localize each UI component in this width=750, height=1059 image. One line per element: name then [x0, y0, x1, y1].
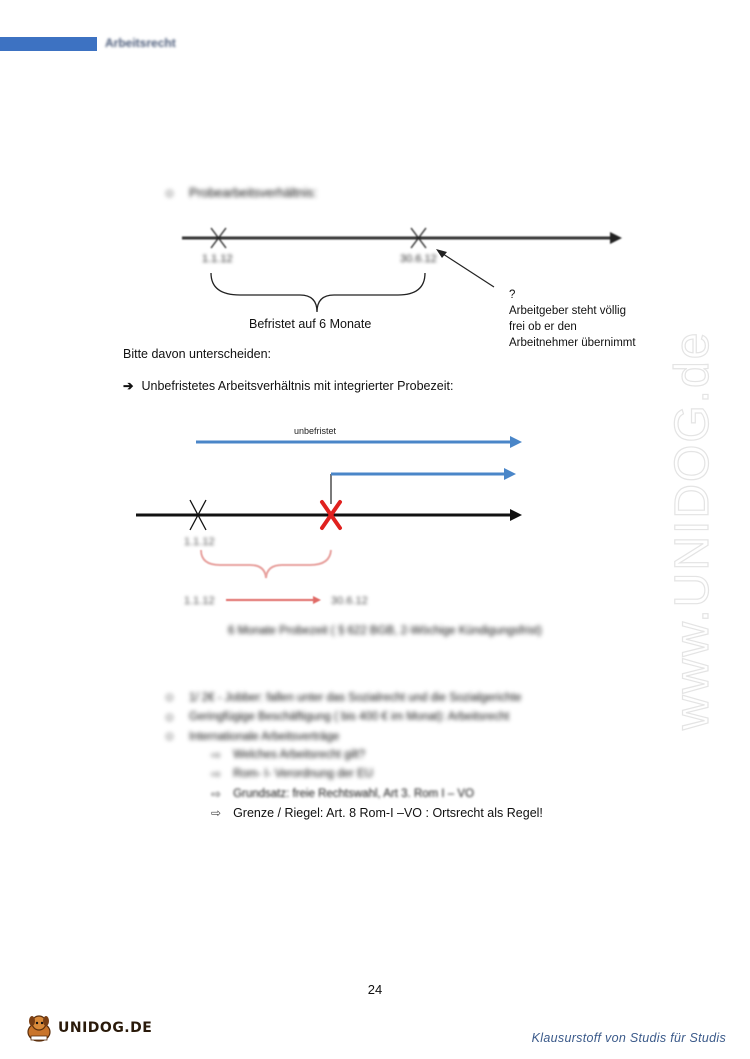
sub-list-item: ⇨ Welches Arbeitsrecht gilt?	[211, 747, 366, 762]
date-end-label: 30.6.12	[400, 253, 437, 265]
note-question: ?	[509, 289, 516, 301]
bullet-circle-icon	[166, 714, 173, 721]
list-item: 1/ 2€ - Jobber: fallen unter das Sozialrecht und die Sozialgerichte	[166, 688, 521, 708]
brace-6-months	[211, 273, 425, 312]
brace-label: Befristet auf 6 Monate	[249, 317, 372, 331]
watermark-text: www.UNIDOG.de	[666, 330, 719, 730]
note-pointer-line	[440, 252, 494, 287]
bullet-circle-icon	[166, 733, 173, 740]
hollow-arrow-icon: ⇨	[211, 767, 222, 782]
list-item: Geringfügige Beschäftigung ( bis 400 € im Monat): Arbeitsrecht	[166, 708, 521, 728]
timeline-1-arrowhead	[610, 232, 622, 244]
bullet-probearbeit: Probearbeitsverhältnis:	[166, 186, 317, 200]
blue-arrow-after-probe-head	[504, 468, 516, 480]
distinguish-text: Bitte davon unterscheiden:	[123, 347, 272, 361]
header-title: Arbeitsrecht	[105, 36, 176, 50]
date-2-start-label: 1.1.12	[184, 536, 215, 548]
sub-list-item: ⇨ Rom- I- Verordnung der EU	[211, 767, 374, 782]
timeline-2-arrowhead	[510, 509, 522, 521]
hollow-arrow-icon: ⇨	[211, 806, 222, 821]
arrow-heading-text: Unbefristetes Arbeitsverhältnis mit integrierter Probezeit:	[141, 379, 454, 393]
note-box	[509, 287, 636, 351]
footer-logo-text: UNIDOG.DE	[58, 1020, 153, 1036]
list-item: Internationale Arbeitsverträge	[166, 727, 521, 747]
red-brace	[201, 550, 331, 578]
sub-list-item: ⇨ Grundsatz: freie Rechtswahl, Art 3. Rom I – VO	[211, 786, 475, 801]
blue-arrow-unbefristet-head	[510, 436, 522, 448]
note-line-1: Arbeitgeber steht völlig	[509, 305, 626, 317]
probation-caption: 6 Monate Probezeit ( § 622 BGB, 2-Wöchige Kündigungsfrist)	[228, 625, 542, 637]
page-number: 24	[367, 982, 383, 997]
arrow-heading	[123, 378, 453, 393]
timeline-diagram-1	[0, 0, 750, 360]
dog-logo-icon	[22, 1012, 56, 1044]
date-start-label: 1.1.12	[202, 253, 233, 265]
red-range-arrowhead	[313, 596, 321, 604]
range-end-label: 30.6.12	[331, 595, 368, 607]
hollow-arrow-icon: ⇨	[211, 747, 222, 762]
sub-list-item: ⇨ Grenze / Riegel: Art. 8 Rom-I –VO : Ortsrecht als Regel!	[211, 806, 543, 821]
timeline-diagram-2	[0, 400, 750, 620]
note-line-2: frei ob er den	[509, 321, 577, 333]
right-arrow-icon: ➔	[123, 379, 134, 393]
bullet-list	[166, 688, 521, 747]
footer-tagline: Klausurstoff von Studis für Studis	[531, 1031, 726, 1045]
blue-arrow-label: unbefristet	[294, 426, 337, 436]
footer-logo	[22, 1012, 152, 1044]
bullet-circle-icon	[166, 694, 173, 701]
note-pointer-arrowhead	[436, 249, 447, 258]
sub-bullet-list	[211, 745, 543, 823]
hollow-arrow-icon: ⇨	[211, 786, 222, 801]
note-line-3: Arbeitnehmer übernimmt	[509, 337, 636, 349]
range-start-label: 1.1.12	[184, 595, 215, 607]
